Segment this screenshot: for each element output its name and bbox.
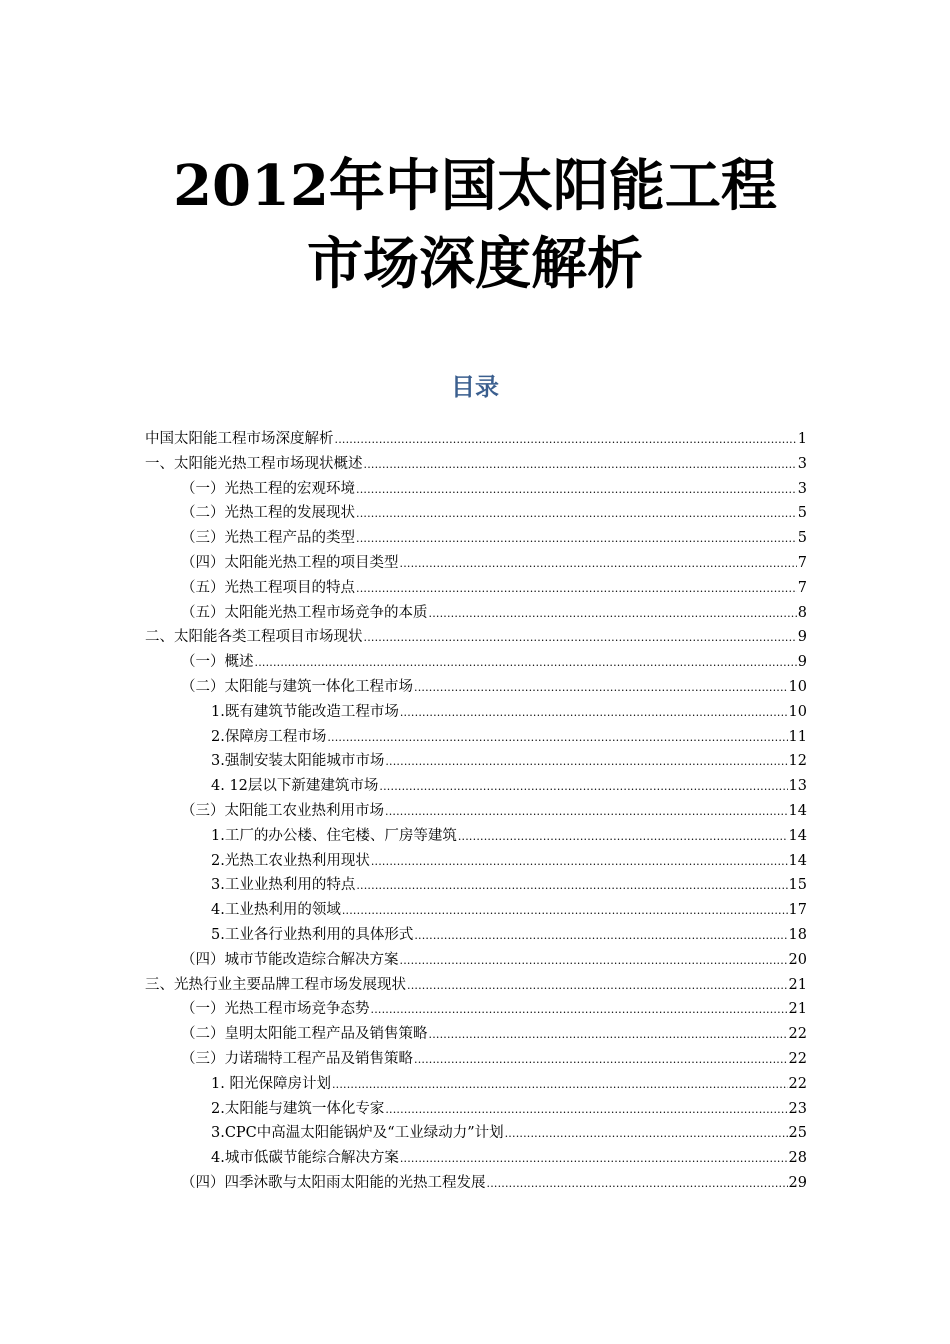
toc-dot-leader — [505, 1122, 788, 1147]
toc-entry[interactable] — [145, 427, 807, 452]
toc-entry-title: 3.强制安装太阳能城市市场 — [211, 753, 385, 770]
toc-dot-leader — [414, 1048, 788, 1073]
document-title-line-1: 2012年中国太阳能工程 — [173, 153, 777, 219]
toc-entry-title: （一）光热工程市场竞争态势 — [181, 1001, 370, 1018]
toc-entry-page-number: 18 — [788, 926, 807, 943]
toc-entry-title: 2.太阳能与建筑一体化专家 — [211, 1100, 385, 1117]
toc-entry-page-number: 21 — [788, 976, 807, 993]
toc-entry-page-number: 14 — [788, 802, 807, 819]
toc-entry[interactable] — [145, 849, 807, 874]
toc-entry[interactable] — [145, 1121, 807, 1146]
toc-entry[interactable] — [145, 1171, 807, 1196]
table-of-contents — [145, 427, 807, 1196]
toc-entry-page-number: 3 — [797, 455, 807, 472]
toc-entry[interactable] — [145, 799, 807, 824]
toc-entry[interactable] — [145, 997, 807, 1022]
toc-entry-title: （五）光热工程项目的特点 — [181, 579, 355, 596]
toc-entry[interactable] — [145, 873, 807, 898]
toc-entry[interactable] — [145, 725, 807, 750]
toc-entry[interactable] — [145, 774, 807, 799]
toc-entry-page-number: 17 — [788, 902, 807, 919]
toc-entry-title: （三）太阳能工农业热利用市场 — [181, 802, 384, 819]
toc-entry-title: 1.既有建筑节能改造工程市场 — [211, 703, 399, 720]
toc-entry-page-number: 5 — [797, 530, 807, 547]
toc-entry-title: 2.保障房工程市场 — [211, 728, 327, 745]
toc-entry[interactable] — [145, 501, 807, 526]
toc-entry-page-number: 9 — [797, 629, 807, 646]
toc-dot-leader — [400, 701, 788, 726]
toc-entry-title: 中国太阳能工程市场深度解析 — [145, 431, 334, 447]
toc-dot-leader — [458, 825, 788, 850]
toc-dot-leader — [255, 651, 797, 676]
toc-entry[interactable] — [145, 576, 807, 601]
toc-entry-title: 2.光热工农业热利用现状 — [211, 852, 370, 869]
toc-dot-leader — [335, 428, 797, 453]
toc-entry[interactable] — [145, 1097, 807, 1122]
toc-entry-title: （五）太阳能光热工程市场竞争的本质 — [181, 604, 428, 621]
toc-entry[interactable] — [145, 601, 807, 626]
toc-entry-title: （四）城市节能改造综合解决方案 — [181, 951, 399, 968]
toc-dot-leader — [400, 949, 788, 974]
toc-entry-page-number: 14 — [788, 852, 807, 869]
toc-entry-title: （二）太阳能与建筑一体化工程市场 — [181, 678, 413, 695]
toc-entry-page-number: 7 — [797, 554, 807, 571]
toc-entry-title: （一）光热工程的宏观环境 — [181, 480, 355, 497]
toc-dot-leader — [327, 726, 787, 751]
toc-entry-page-number: 22 — [788, 1026, 807, 1043]
toc-entry-title: 4.城市低碳节能综合解决方案 — [211, 1150, 399, 1167]
toc-dot-leader — [379, 775, 787, 800]
toc-dot-leader — [364, 626, 797, 651]
toc-entry-title: 3.CPC中高温太阳能锅炉及“工业绿动力”计划 — [211, 1125, 504, 1142]
toc-entry[interactable] — [145, 452, 807, 477]
toc-entry[interactable] — [145, 625, 807, 650]
toc-entry-page-number: 20 — [788, 951, 807, 968]
toc-entry[interactable] — [145, 749, 807, 774]
toc-entry-title: （一）概述 — [181, 654, 254, 671]
toc-entry-title: 一、太阳能光热工程市场现状概述 — [145, 455, 363, 472]
toc-dot-leader — [356, 527, 797, 552]
toc-entry[interactable] — [145, 675, 807, 700]
toc-entry-title: （四）太阳能光热工程的项目类型 — [181, 554, 399, 571]
toc-dot-leader — [385, 800, 788, 825]
toc-entry-page-number: 7 — [797, 579, 807, 596]
toc-entry-page-number: 10 — [788, 678, 807, 695]
toc-entry[interactable] — [145, 650, 807, 675]
toc-dot-leader — [429, 602, 797, 627]
toc-entry-page-number: 3 — [797, 480, 807, 497]
document-title-line-2: 市场深度解析 — [307, 231, 643, 297]
toc-entry-title: （二）光热工程的发展现状 — [181, 505, 355, 522]
toc-dot-leader — [371, 850, 788, 875]
toc-entry-page-number: 12 — [788, 753, 807, 770]
toc-entry-page-number: 14 — [788, 827, 807, 844]
toc-entry-page-number: 22 — [788, 1050, 807, 1067]
toc-entry-page-number: 28 — [788, 1150, 807, 1167]
toc-dot-leader — [332, 1073, 788, 1098]
toc-entry[interactable] — [145, 923, 807, 948]
toc-entry[interactable] — [145, 1072, 807, 1097]
toc-entry[interactable] — [145, 973, 807, 998]
toc-dot-leader — [385, 750, 787, 775]
toc-entry-page-number: 21 — [788, 1001, 807, 1018]
toc-dot-leader — [356, 478, 797, 503]
toc-dot-leader — [356, 502, 797, 527]
toc-dot-leader — [356, 577, 797, 602]
toc-entry-title: 5.工业各行业热利用的具体形式 — [211, 926, 414, 943]
toc-dot-leader — [371, 998, 788, 1023]
toc-entry-title: 二、太阳能各类工程项目市场现状 — [145, 629, 363, 646]
toc-entry[interactable] — [145, 551, 807, 576]
toc-dot-leader — [487, 1172, 788, 1197]
toc-entry-page-number: 15 — [788, 877, 807, 894]
toc-entry-page-number: 25 — [788, 1125, 807, 1142]
toc-entry-title: （三）光热工程产品的类型 — [181, 530, 355, 547]
toc-entry-title: 3.工业业热利用的特点 — [211, 877, 356, 894]
toc-dot-leader — [364, 453, 797, 478]
toc-entry[interactable] — [145, 526, 807, 551]
toc-entry-page-number: 11 — [788, 728, 807, 745]
toc-entry[interactable] — [145, 948, 807, 973]
toc-entry-title: 1.工厂的办公楼、住宅楼、厂房等建筑 — [211, 827, 457, 844]
toc-dot-leader — [414, 676, 788, 701]
toc-dot-leader — [414, 924, 787, 949]
toc-entry[interactable] — [145, 1047, 807, 1072]
toc-entry-page-number: 29 — [788, 1174, 807, 1191]
toc-entry-title: 4.工业热利用的领域 — [211, 902, 341, 919]
toc-dot-leader — [385, 1098, 787, 1123]
toc-entry-title: 三、光热行业主要品牌工程市场发展现状 — [145, 976, 406, 993]
toc-entry[interactable] — [145, 824, 807, 849]
toc-entry-page-number: 8 — [797, 604, 807, 621]
toc-dot-leader — [407, 974, 788, 999]
toc-entry-title: （二）皇明太阳能工程产品及销售策略 — [181, 1026, 428, 1043]
toc-entry-page-number: 23 — [788, 1100, 807, 1117]
toc-entry-title: 4. 12层以下新建建筑市场 — [211, 778, 379, 795]
toc-dot-leader — [342, 899, 788, 924]
toc-heading: 目录 — [451, 373, 499, 401]
toc-entry-page-number: 1 — [797, 431, 807, 447]
toc-entry-page-number: 5 — [797, 505, 807, 522]
toc-entry-title: 1. 阳光保障房计划 — [211, 1075, 331, 1092]
toc-dot-leader — [400, 1147, 788, 1172]
toc-entry-page-number: 13 — [788, 778, 807, 795]
toc-dot-leader — [429, 1023, 788, 1048]
toc-entry[interactable] — [145, 1146, 807, 1171]
toc-dot-leader — [400, 552, 797, 577]
toc-entry[interactable] — [145, 700, 807, 725]
toc-entry-title: （三）力诺瑞特工程产品及销售策略 — [181, 1050, 413, 1067]
toc-dot-leader — [356, 874, 787, 899]
toc-entry-page-number: 9 — [797, 654, 807, 671]
toc-entry[interactable] — [145, 898, 807, 923]
toc-entry[interactable] — [145, 1022, 807, 1047]
toc-entry-page-number: 10 — [788, 703, 807, 720]
toc-entry-title: （四）四季沐歌与太阳雨太阳能的光热工程发展 — [181, 1174, 486, 1191]
toc-entry[interactable] — [145, 477, 807, 502]
toc-entry-page-number: 22 — [788, 1075, 807, 1092]
